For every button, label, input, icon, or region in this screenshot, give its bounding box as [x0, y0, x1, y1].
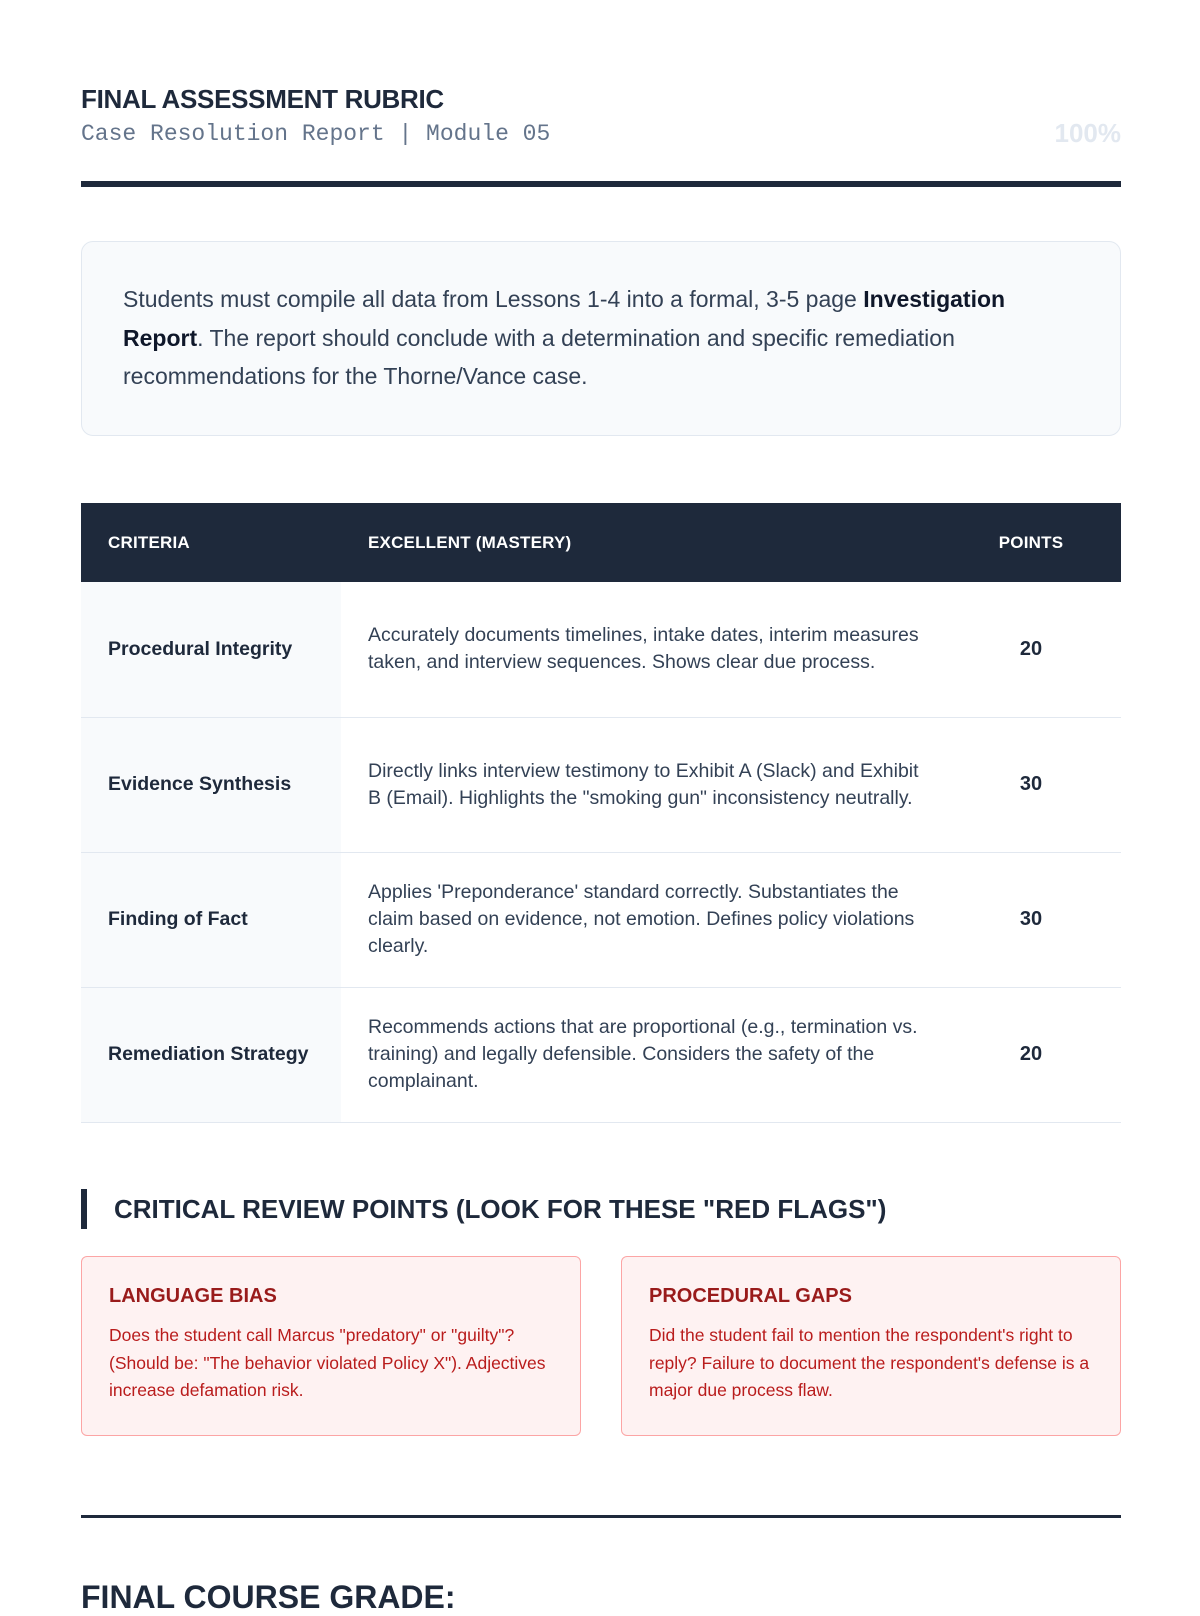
points-cell: 30: [1019, 773, 1043, 795]
criteria-cell: Procedural Integrity: [81, 582, 341, 717]
points-cell: 30: [1019, 908, 1043, 930]
page-subtitle: Case Resolution Report | Module 05: [81, 121, 551, 147]
column-header-criteria: CRITERIA: [108, 532, 190, 552]
intro-text: [123, 280, 1080, 396]
table-row: [81, 852, 1121, 987]
progress-percent: 100%: [1054, 118, 1121, 148]
page-title: FINAL ASSESSMENT RUBRIC: [81, 84, 444, 114]
criteria-cell: Evidence Synthesis: [81, 717, 341, 852]
intro-text-after: . The report should conclude with a determination and specific remediation recommendations for the Thorne/Vance case.: [123, 324, 955, 389]
flag-card-procedural-gaps: [621, 1256, 1121, 1436]
flag-card-title: PROCEDURAL GAPS: [649, 1285, 852, 1307]
flag-card-title: LANGUAGE BIAS: [109, 1285, 277, 1307]
description-cell: Accurately documents timelines, intake dates, interim measures taken, and interview sequences. Shows clear due process.: [368, 624, 919, 674]
criteria-cell: Remediation Strategy: [81, 987, 341, 1122]
flag-card-body: Does the student call Marcus "predatory" or "guilty"? (Should be: "The behavior violated Policy X"). Adjectives increase defamation risk.: [109, 1325, 546, 1400]
table-row: [81, 582, 1121, 717]
description-cell: Applies 'Preponderance' standard correctly. Substantiates the claim based on evidence, not emotion. Defines policy violations clearly.: [368, 881, 915, 957]
description-cell: Directly links interview testimony to Exhibit A (Slack) and Exhibit B (Email). Highlights the "smoking gun" inconsistency neutrally.: [368, 759, 919, 809]
intro-text-before: Students must compile all data from Lessons 1-4 into a formal, 3-5 page: [123, 286, 864, 312]
points-cell: 20: [1019, 1043, 1043, 1065]
rubric-table: [81, 503, 1121, 1123]
red-flags-heading: [81, 1189, 1121, 1229]
header-divider: [81, 181, 1121, 187]
section-title: CRITICAL REVIEW POINTS (LOOK FOR THESE "RED FLAGS"): [114, 1194, 887, 1224]
flag-card-body: Did the student fail to mention the respondent's right to reply? Failure to document the respondent's defense is a major due process flaw.: [649, 1325, 1090, 1400]
rubric-header-row: [81, 503, 1121, 582]
intro-text-bold: Investigation Report: [123, 286, 1006, 351]
page-header: [81, 84, 1121, 186]
table-row: [81, 717, 1121, 852]
table-row: [81, 987, 1121, 1122]
section-accent-bar: [81, 1189, 87, 1229]
intro-box: [81, 241, 1121, 436]
footer-divider: [81, 1515, 1121, 1518]
column-header-points: POINTS: [998, 532, 1064, 552]
points-cell: 20: [1019, 637, 1043, 660]
description-cell: Recommends actions that are proportional (e.g., termination vs. training) and legally defensible. Considers the safety of the complainant.: [368, 1016, 918, 1092]
criteria-cell: Finding of Fact: [81, 852, 341, 987]
flag-card-language-bias: [81, 1256, 581, 1436]
column-header-excellent: EXCELLENT (MASTERY): [368, 532, 572, 552]
final-grade-heading: FINAL COURSE GRADE:: [81, 1579, 456, 1615]
